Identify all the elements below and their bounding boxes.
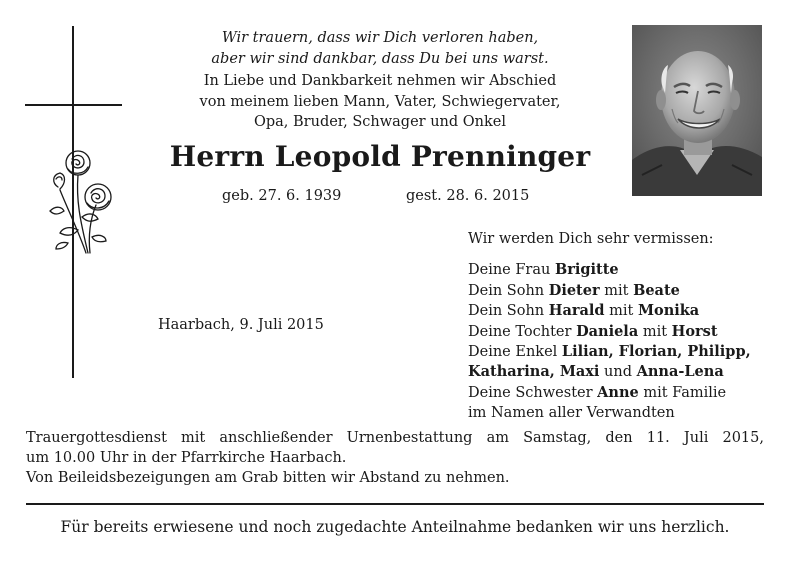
service-line: um 10.00 Uhr in der Pfarrkirche Haarbach. [26,450,347,466]
death-date: gest. 28. 6. 2015 [406,188,530,204]
cross-horizontal-bar [25,104,122,106]
intro-line: Opa, Bruder, Schwager und Onkel [253,114,507,130]
intro-line: von meinem lieben Mann, Vater, Schwiegervater, [199,93,561,110]
place-and-date: Haarbach, 9. Juli 2015 [158,317,324,333]
list-item: Deine Frau Brigitte [468,261,619,279]
list-item: Dein Sohn Dieter mit Beate [468,281,680,299]
portrait-photo [632,25,762,196]
list-item: Katharina, Maxi und Anna-Lena [468,363,724,381]
mourners-list [468,229,778,424]
divider [26,503,764,505]
quote-line: Wir trauern, dass wir Dich verloren haben, [221,30,539,46]
deceased-name: Herrn Leopold Prenninger [169,140,591,173]
condolence-note: Von Beileidsbezeigungen am Grab bitten wir Abstand zu nehmen. [26,470,510,486]
quote-line: aber wir sind dankbar, dass Du bei uns warst. [211,51,549,67]
list-item: im Namen aller Verwandten [468,405,675,422]
mourners-heading: Wir werden Dich sehr vermissen: [468,231,714,247]
service-line: Trauergottesdienst mit anschließender Urnenbestattung am Samstag, den 11. Juli 2015, [26,430,764,446]
farewell-intro [150,71,610,133]
service-info [26,428,764,488]
list-item: Deine Schwester Anne mit Familie [468,383,727,401]
intro-line: In Liebe und Dankbarkeit nehmen wir Abschied [203,73,557,89]
list-item: Deine Enkel Lilian, Florian, Philipp, [468,343,751,361]
memorial-quote [150,28,610,70]
list-item: Dein Sohn Harald mit Monika [468,302,700,320]
thanks-note: Für bereits erwiesene und noch zugedachte Anteilnahme bedanken wir uns herzlich. [60,518,730,536]
roses-icon [38,145,118,255]
list-item: Deine Tochter Daniela mit Horst [468,322,718,340]
birth-date: geb. 27. 6. 1939 [222,188,342,204]
